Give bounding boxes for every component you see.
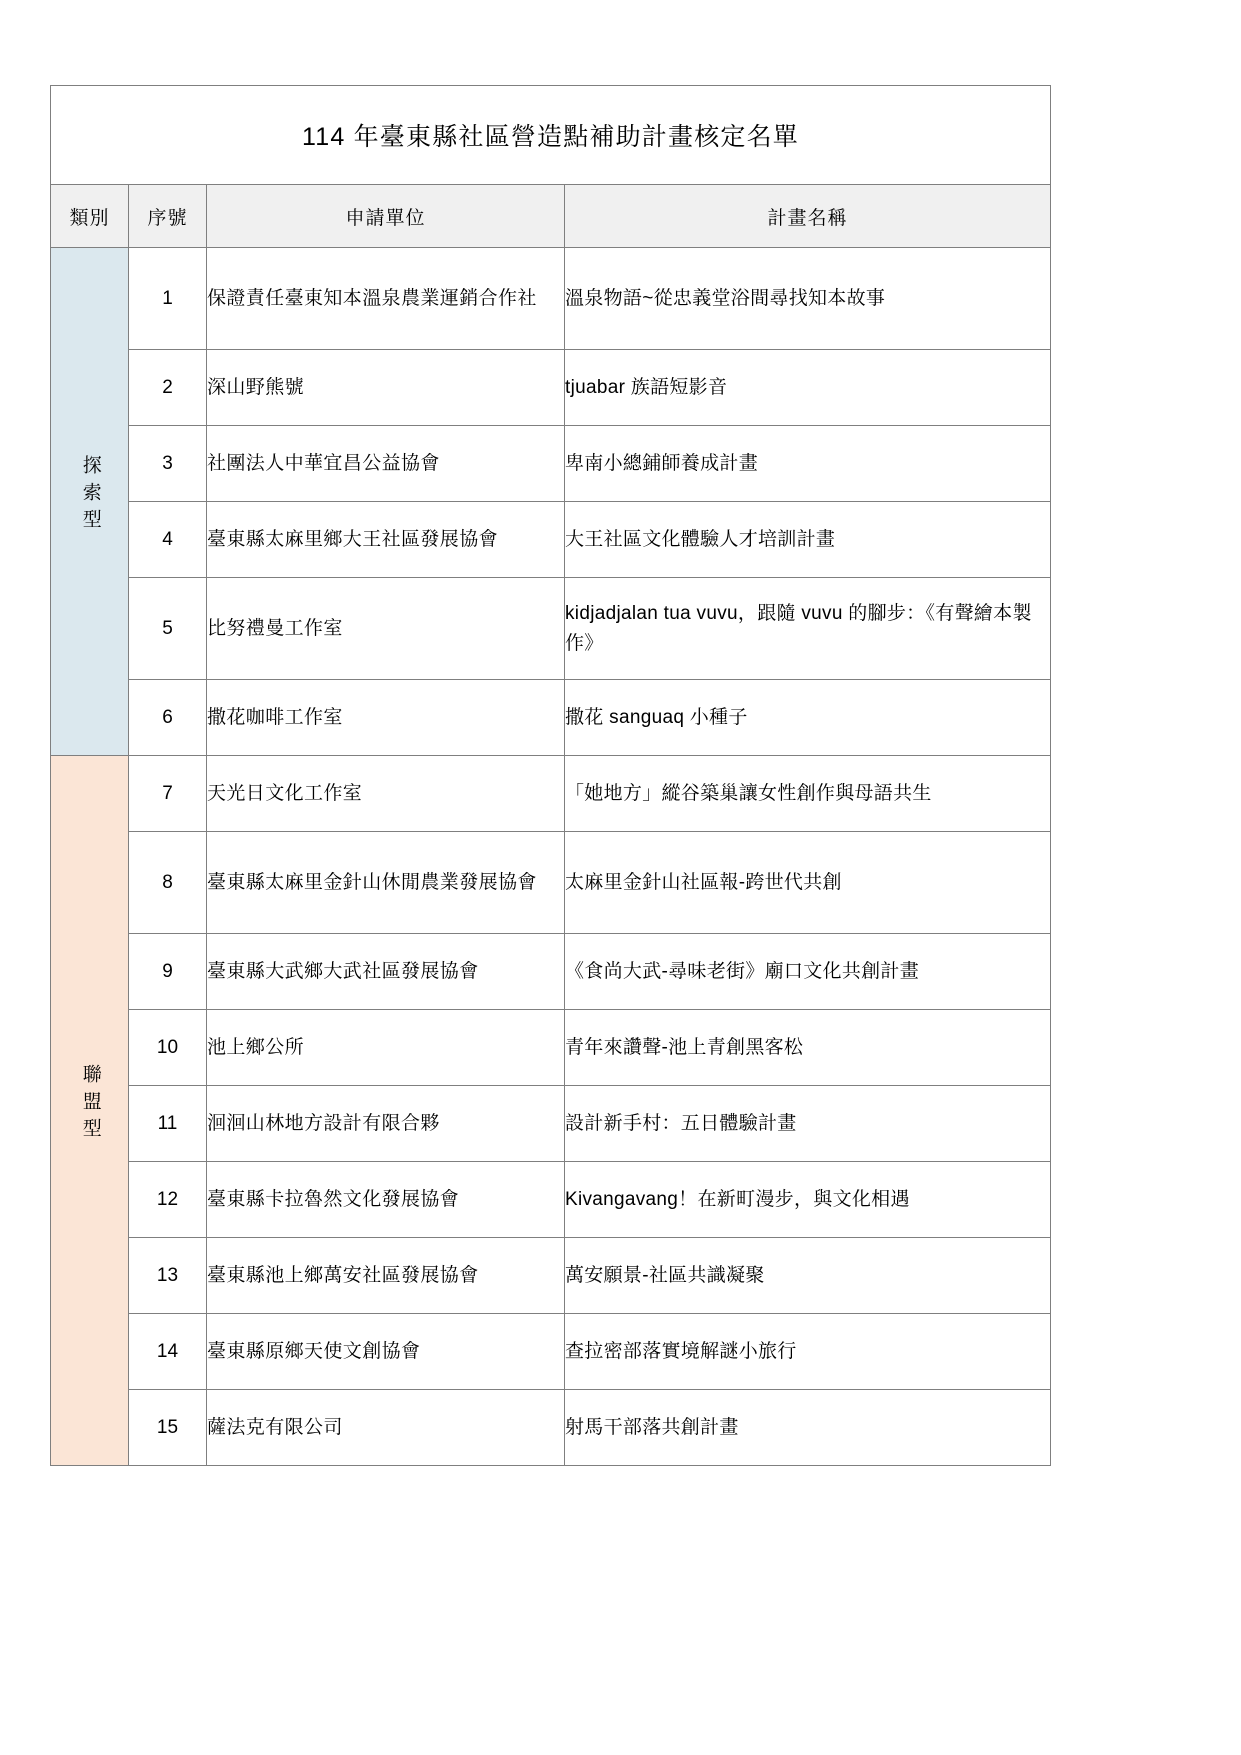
- column-header-project: 計畫名稱: [565, 185, 1051, 248]
- table-row: [51, 1238, 1051, 1314]
- table-row: [51, 248, 1051, 350]
- organization-cell: 臺東縣卡拉魯然文化發展協會: [207, 1162, 565, 1238]
- sequence-cell: 7: [129, 756, 207, 832]
- title-row: [51, 86, 1051, 185]
- table-row: [51, 832, 1051, 934]
- organization-cell: 天光日文化工作室: [207, 756, 565, 832]
- organization-cell: 深山野熊號: [207, 350, 565, 426]
- sequence-cell: 6: [129, 680, 207, 756]
- table-row: [51, 502, 1051, 578]
- sequence-cell: 15: [129, 1390, 207, 1466]
- project-cell: 太麻里金針山社區報-跨世代共創: [565, 832, 1051, 934]
- sequence-cell: 9: [129, 934, 207, 1010]
- project-cell: 大王社區文化體驗人才培訓計畫: [565, 502, 1051, 578]
- table-row: [51, 578, 1051, 680]
- project-cell: tjuabar 族語短影音: [565, 350, 1051, 426]
- organization-cell: 撒花咖啡工作室: [207, 680, 565, 756]
- organization-cell: 比努禮曼工作室: [207, 578, 565, 680]
- category-label-alliance: 聯盟型: [79, 1064, 101, 1146]
- organization-cell: 洄洄山林地方設計有限合夥: [207, 1086, 565, 1162]
- organization-cell: 臺東縣大武鄉大武社區發展協會: [207, 934, 565, 1010]
- organization-cell: 薩法克有限公司: [207, 1390, 565, 1466]
- project-cell: 設計新手村：五日體驗計畫: [565, 1086, 1051, 1162]
- project-cell: 射馬干部落共創計畫: [565, 1390, 1051, 1466]
- sequence-cell: 12: [129, 1162, 207, 1238]
- approved-list-table-container: [50, 85, 1050, 1466]
- category-cell-explore: [51, 248, 129, 756]
- project-cell: 萬安願景-社區共識凝聚: [565, 1238, 1051, 1314]
- project-cell: Kivangavang！在新町漫步，與文化相遇: [565, 1162, 1051, 1238]
- organization-cell: 臺東縣太麻里鄉大王社區發展協會: [207, 502, 565, 578]
- project-cell: 青年來讚聲-池上青創黑客松: [565, 1010, 1051, 1086]
- project-cell: 《食尚大武-尋味老街》廟口文化共創計畫: [565, 934, 1051, 1010]
- organization-cell: 臺東縣池上鄉萬安社區發展協會: [207, 1238, 565, 1314]
- organization-cell: 保證責任臺東知本溫泉農業運銷合作社: [207, 248, 565, 350]
- table-row: [51, 1390, 1051, 1466]
- table-row: [51, 756, 1051, 832]
- category-cell-alliance: [51, 756, 129, 1466]
- sequence-cell: 2: [129, 350, 207, 426]
- table-row: [51, 1314, 1051, 1390]
- category-label-explore: 探索型: [79, 455, 101, 537]
- sequence-cell: 8: [129, 832, 207, 934]
- table-row: [51, 426, 1051, 502]
- sequence-cell: 13: [129, 1238, 207, 1314]
- header-row: [51, 185, 1051, 248]
- organization-cell: 社團法人中華宜昌公益協會: [207, 426, 565, 502]
- approved-list-table: [50, 85, 1051, 1466]
- table-row: [51, 1010, 1051, 1086]
- column-header-sequence: 序號: [129, 185, 207, 248]
- column-header-organization: 申請單位: [207, 185, 565, 248]
- sequence-cell: 11: [129, 1086, 207, 1162]
- column-header-category: 類別: [51, 185, 129, 248]
- table-row: [51, 680, 1051, 756]
- project-cell: 溫泉物語~從忠義堂浴間尋找知本故事: [565, 248, 1051, 350]
- organization-cell: 臺東縣太麻里金針山休閒農業發展協會: [207, 832, 565, 934]
- table-row: [51, 1086, 1051, 1162]
- project-cell: kidjadjalan tua vuvu，跟隨 vuvu 的腳步：《有聲繪本製作》: [565, 578, 1051, 680]
- sequence-cell: 4: [129, 502, 207, 578]
- project-cell: 「她地方」縱谷築巢讓女性創作與母語共生: [565, 756, 1051, 832]
- table-row: [51, 350, 1051, 426]
- sequence-cell: 10: [129, 1010, 207, 1086]
- project-cell: 查拉密部落實境解謎小旅行: [565, 1314, 1051, 1390]
- document-title: 114 年臺東縣社區營造點補助計畫核定名單: [51, 86, 1051, 185]
- project-cell: 撒花 sanguaq 小種子: [565, 680, 1051, 756]
- sequence-cell: 14: [129, 1314, 207, 1390]
- sequence-cell: 3: [129, 426, 207, 502]
- table-row: [51, 934, 1051, 1010]
- project-cell: 卑南小總鋪師養成計畫: [565, 426, 1051, 502]
- sequence-cell: 1: [129, 248, 207, 350]
- organization-cell: 臺東縣原鄉天使文創協會: [207, 1314, 565, 1390]
- sequence-cell: 5: [129, 578, 207, 680]
- organization-cell: 池上鄉公所: [207, 1010, 565, 1086]
- table-row: [51, 1162, 1051, 1238]
